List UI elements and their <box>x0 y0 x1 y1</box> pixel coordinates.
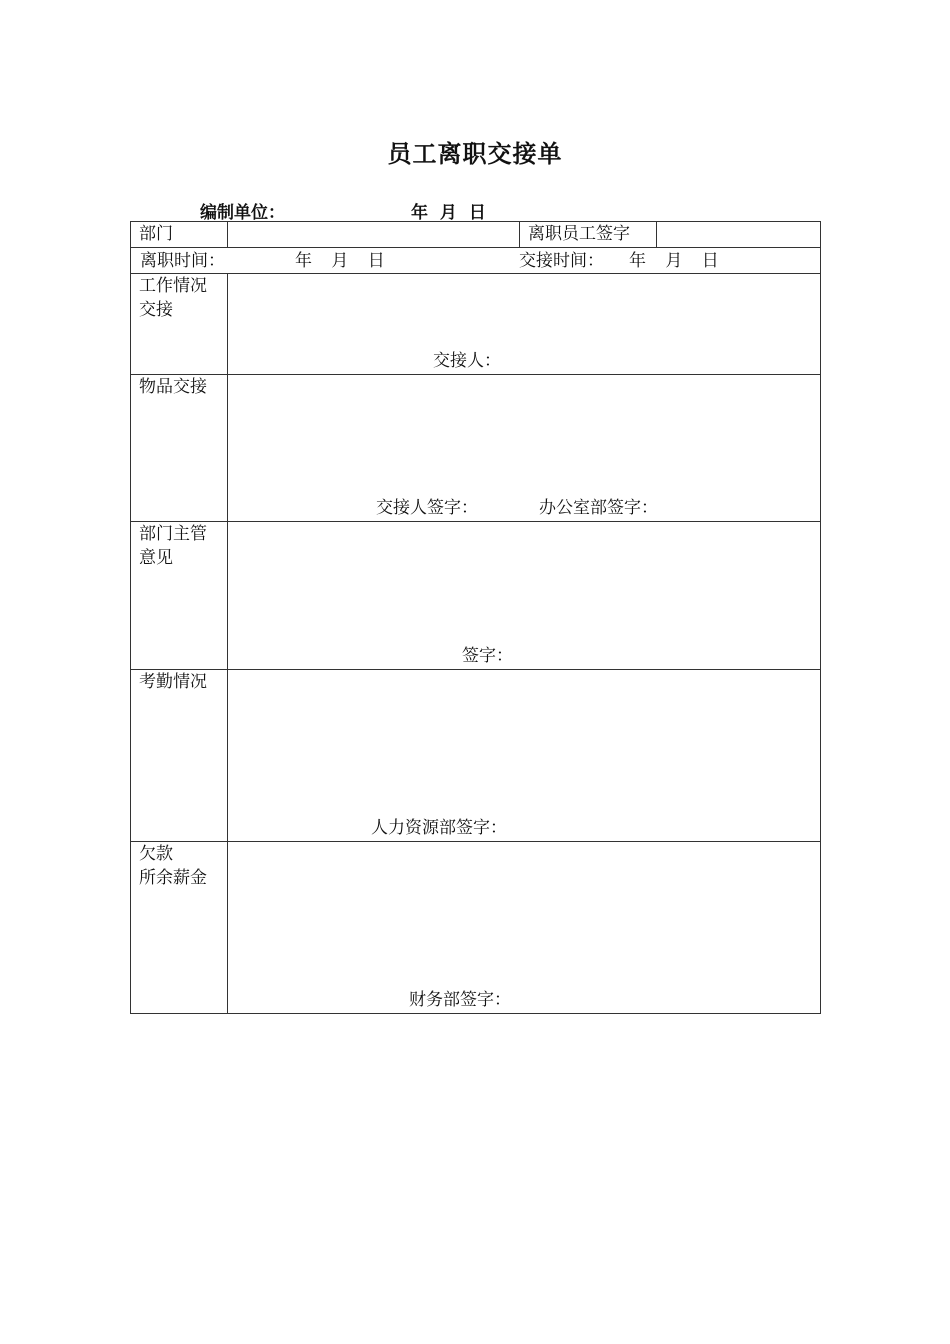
office-sign-label: 办公室部签字： <box>539 498 658 518</box>
items-label: 物品交接 <box>131 375 228 522</box>
leave-time-label: 离职时间： <box>140 251 225 271</box>
work-content-field[interactable] <box>228 274 821 375</box>
employee-sign-field[interactable] <box>657 222 821 248</box>
debt-label <box>131 842 228 1014</box>
attendance-content-field[interactable] <box>228 670 821 842</box>
work-label-line2: 交接 <box>139 300 173 320</box>
handover-date[interactable]: 年 月 日 <box>629 251 719 271</box>
manager-label <box>131 522 228 670</box>
dept-field[interactable] <box>228 222 520 248</box>
row-time <box>131 248 821 274</box>
manager-opinion-field[interactable] <box>228 522 821 670</box>
work-label-line1: 工作情况 <box>139 276 207 296</box>
debt-content-field[interactable] <box>228 842 821 1014</box>
manager-sign-label: 签字： <box>462 646 513 666</box>
items-content-field[interactable] <box>228 375 821 522</box>
work-label <box>131 274 228 375</box>
section-work <box>131 274 821 375</box>
hr-sign-label: 人力资源部签字： <box>371 818 507 838</box>
section-debt <box>131 842 821 1014</box>
manager-label-line1: 部门主管 <box>139 524 207 544</box>
handover-time-label: 交接时间： <box>519 251 604 271</box>
time-row-cell <box>131 248 821 274</box>
dept-label: 部门 <box>131 222 228 248</box>
employee-sign-label: 离职员工签字 <box>520 222 657 248</box>
finance-sign-label: 财务部签字： <box>409 990 511 1010</box>
attendance-label: 考勤情况 <box>131 670 228 842</box>
handover-form-table <box>130 221 821 1014</box>
document-title: 员工离职交接单 <box>387 139 563 168</box>
row-basic <box>131 222 821 248</box>
section-manager <box>131 522 821 670</box>
debt-label-line2: 所余薪金 <box>139 868 207 888</box>
items-handover-sign-label: 交接人签字： <box>376 498 478 518</box>
work-handover-person-label: 交接人： <box>433 351 501 371</box>
section-items <box>131 375 821 522</box>
header-date: 年 月 日 <box>411 203 486 223</box>
unit-label: 编制单位： <box>200 203 285 223</box>
section-attendance <box>131 670 821 842</box>
manager-label-line2: 意见 <box>139 548 173 568</box>
leave-date[interactable]: 年 月 日 <box>295 251 385 271</box>
debt-label-line1: 欠款 <box>139 844 173 864</box>
